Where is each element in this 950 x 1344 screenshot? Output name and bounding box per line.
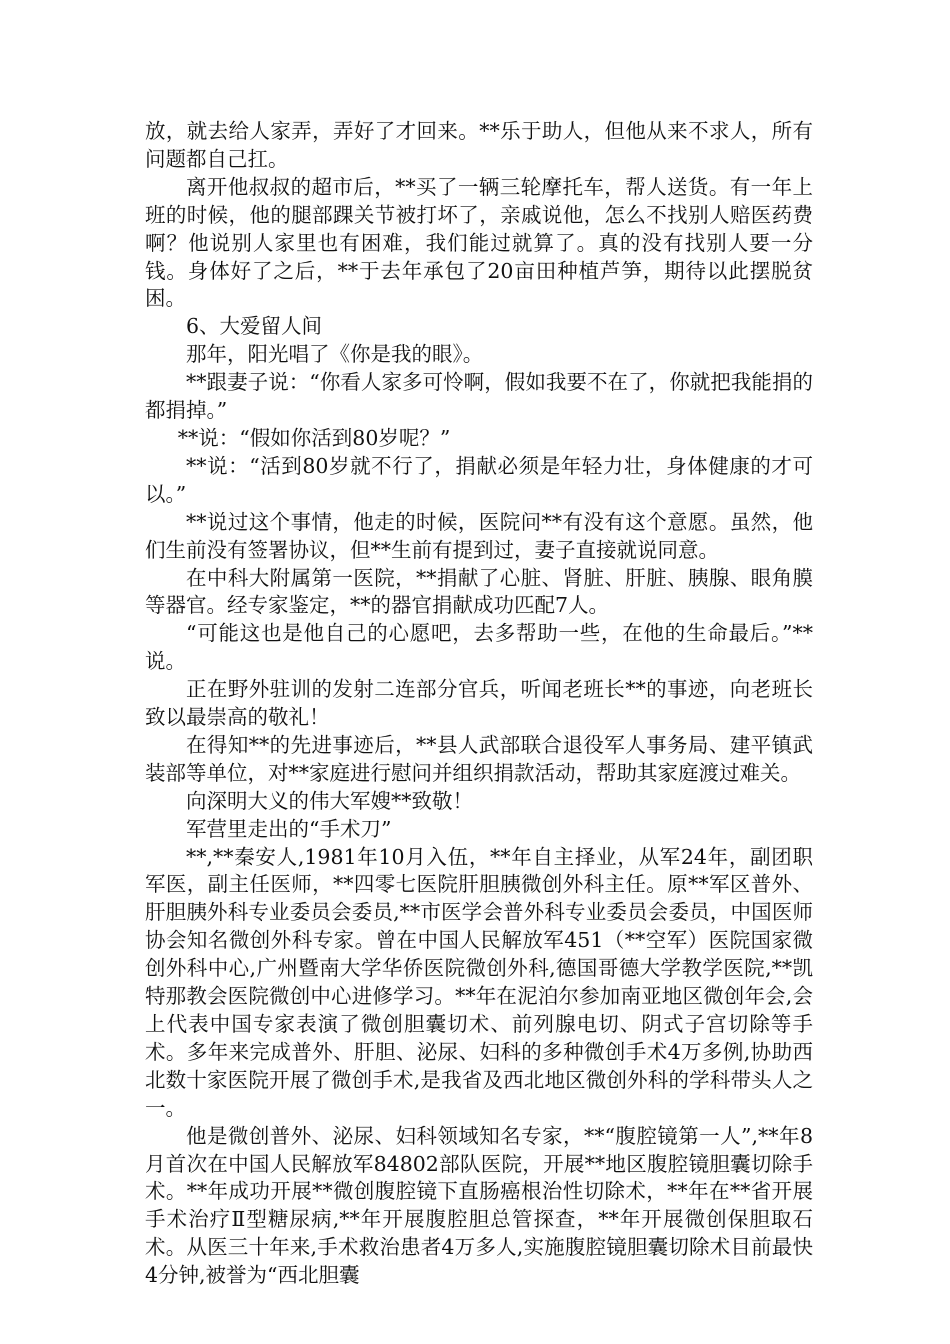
document-body xyxy=(145,118,813,1290)
paragraph-1: 放，就去给人家弄，弄好了才回来。**乐于助人，但他从来不求人，所有问题都自己扛。 xyxy=(145,119,813,171)
paragraph-14: 他是微创普外、泌尿、妇科领域知名专家，**“腹腔镜第一人”,**年8月首次在中国人民解放军84802部队医院，开展**地区腹腔镜胆囊切除手术。**年成功开展**微创腹腔镜下直肠癌根治性切除术，**年在**省开展手术治疗Ⅱ型糖尿病,**年开展腹腔胆总管探查，**年开展微创保胆取石术。从医三十年来,手术救治患者4万多人,实施腹腔镜胆囊切除术目前最快4分钟,被誉为“西北胆囊 xyxy=(145,1123,813,1288)
paragraph-9: “可能这也是他自己的心愿吧，去多帮助一些，在他的生命最后。”**说。 xyxy=(145,621,813,674)
paragraph-13: **,**秦安人,1981年10月入伍，**年自主择业，从军24年，副团职军医，副主任医师，**四零七医院肝胆胰微创外科主任。原**军区普外、肝胆胰外科专业委员会委员,**市医学会普外科专业委员会委员，中国医师协会知名微创外科专家。曾在中国人民解放军451（**空军）医院国家微创外科中心,广州暨南大学华侨医院微创外科,德国哥德大学教学医院,**凯特那教会医院微创中心进修学习。**年在泥泊尔参加南亚地区微创年会,会上代表中国专家表演了微创胆囊切术、前列腺电切、阴式子宫切除等手术。多年来完成普外、肝胆、泌尿、妇科的多种微创手术4万多例,协助西北数十家医院开展了微创手术,是我省及西北地区微创外科的学科带头人之一。 xyxy=(145,844,813,1120)
paragraph-7: **说过这个事情，他走的时候，医院问**有没有这个意愿。虽然，他们生前没有签署协议，但**生前有提到过，妻子直接就说同意。 xyxy=(145,509,813,562)
paragraph-6: **说：“活到80岁就不行了，捐献必须是年轻力壮，身体健康的才可以。” xyxy=(145,453,813,506)
paragraph-3: 那年，阳光唱了《你是我的眼》。 xyxy=(186,342,484,367)
paragraph-2: 离开他叔叔的超市后，**买了一辆三轮摩托车，帮人送货。有一年上班的时候，他的腿部踝关节被打坏了，亲戚说他，怎么不找别人赔医药费啊？他说别人家里也有困难，我们能过就算了。真的没有找别人要一分钱。身体好了之后，**于去年承包了20亩田种植芦笋，期待以此摆脱贫困。 xyxy=(145,174,813,311)
section-heading-6: 6、大爱留人间 xyxy=(186,314,323,339)
paragraph-12: 向深明大义的伟大军嫂**致敬！ xyxy=(186,788,473,813)
paragraph-5: **说：“假如你活到80岁呢？” xyxy=(177,425,451,450)
paragraph-8: 在中科大附属第一医院，**捐献了心脏、肾脏、肝脏、胰腺、眼角膜等器官。经专家鉴定，**的器官捐献成功匹配7人。 xyxy=(145,565,813,618)
section-heading-scalpel: 军营里走出的“手术刀” xyxy=(186,816,392,841)
paragraph-11: 在得知**的先进事迹后，**县人武部联合退役军人事务局、建平镇武装部等单位，对**家庭进行慰问并组织捐款活动，帮助其家庭渡过难关。 xyxy=(145,732,813,785)
paragraph-10: 正在野外驻训的发射二连部分官兵，听闻老班长**的事迹，向老班长致以最崇高的敬礼！ xyxy=(145,677,813,730)
paragraph-4: **跟妻子说：“你看人家多可怜啊，假如我要不在了，你就把我能捐的都捐掉。” xyxy=(145,370,813,423)
